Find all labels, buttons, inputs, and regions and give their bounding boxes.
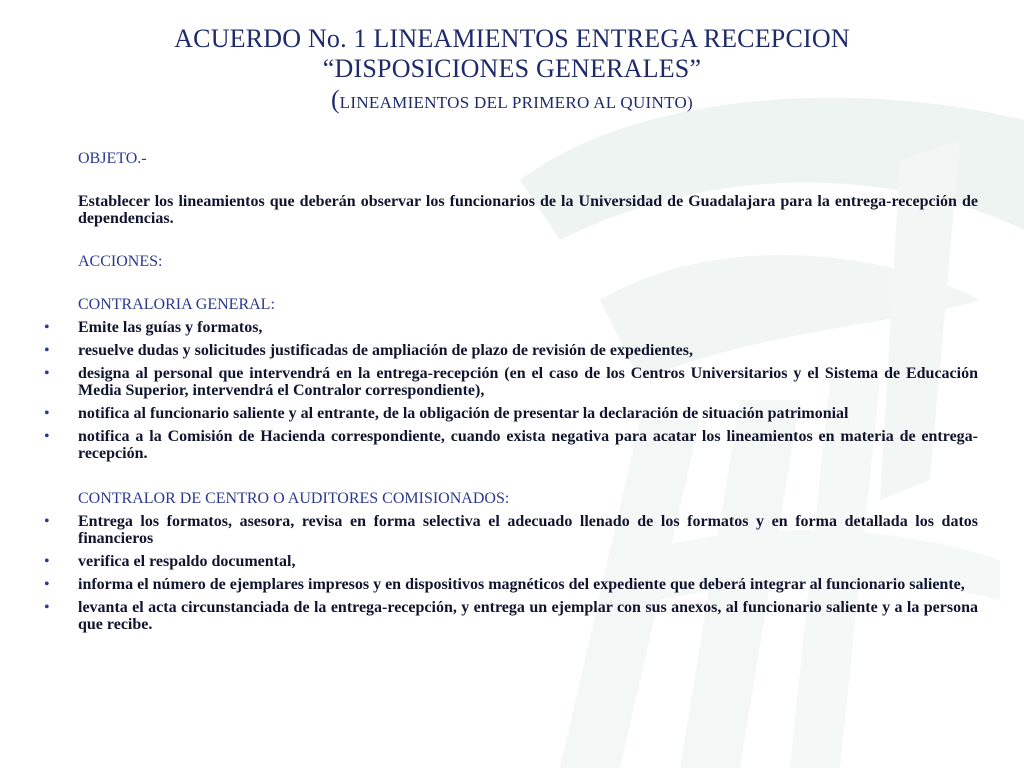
title-paren-open: ( [331,85,340,114]
bullet-icon: • [44,428,50,445]
list-item-text: Entrega los formatos, asesora, revisa en forma selectiva el adecuado llenado de los formatos y en forma detallada los datos financieros [78,513,978,547]
bullet-icon: • [44,342,50,359]
list-item [44,553,978,570]
list-item-text: resuelve dudas y solicitudes justificadas de ampliación de plazo de revisión de expedientes, [78,342,693,359]
list-item-text: levanta el acta circunstanciada de la entrega-recepción, y entrega un ejemplar con sus anexos, al funcionario saliente y a la persona que recibe. [78,599,978,633]
contralor-list [44,513,978,633]
contralor-heading: CONTRALOR DE CENTRO O AUDITORES COMISIONADOS: [78,490,510,507]
contraloria-list [44,319,978,462]
title-subtitle: LINEAMIENTOS DEL PRIMERO AL QUINTO [339,93,688,112]
list-item-text: Emite las guías y formatos, [78,319,263,336]
list-item [44,576,978,593]
title-line-2: “DISPOSICIONES GENERALES” [322,54,702,83]
list-item [44,405,978,422]
list-item-text: informa el número de ejemplares impresos y en dispositivos magnéticos del expediente que deberá integrar al funcionario saliente, [78,576,965,593]
contraloria-heading: CONTRALORIA GENERAL: [78,296,275,313]
list-item [44,365,978,399]
bullet-icon: • [44,319,50,336]
bullet-icon: • [44,576,50,593]
list-item-text: verifica el respaldo documental, [78,553,296,570]
bullet-icon: • [44,365,50,382]
list-item [44,599,978,633]
list-item-text: notifica al funcionario saliente y al entrante, de la obligación de presentar la declaración de situación patrimonial [78,405,849,422]
list-item-text: notifica a la Comisión de Hacienda correspondiente, cuando exista negativa para acatar los lineamientos en materia de entrega-recepción. [78,428,978,462]
objeto-text: Establecer los lineamientos que deberán observar los funcionarios de la Universidad de Guadalajara para la entrega-recepción de dependencias. [78,193,978,227]
bullet-icon: • [44,405,50,422]
bullet-icon: • [44,599,50,616]
objeto-heading: OBJETO.- [78,150,147,167]
list-item-text: designa al personal que intervendrá en la entrega-recepción (en el caso de los Centros Universitarios y el Sistema de Educación Media Superior, intervendrá el Contralor correspondiente), [78,365,978,399]
bullet-icon: • [44,553,50,570]
list-item [44,513,978,547]
bullet-icon: • [44,513,50,530]
list-item [44,342,978,359]
list-item [44,319,978,336]
list-item [44,428,978,462]
acciones-heading: ACCIONES: [78,253,163,270]
title-line-1: ACUERDO No. 1 LINEAMIENTOS ENTREGA RECEPCION [174,24,850,53]
slide-body [44,150,978,639]
slide-title [0,24,1024,119]
title-line-3 [0,84,1024,119]
title-paren-close: ) [687,93,693,112]
